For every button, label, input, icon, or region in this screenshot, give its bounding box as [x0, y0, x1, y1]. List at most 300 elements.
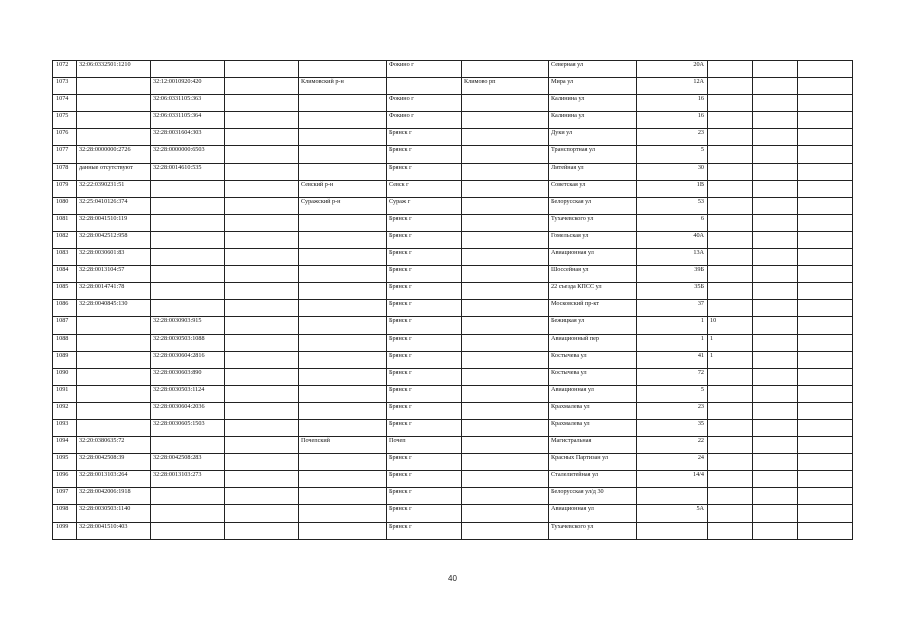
extra-cell	[798, 419, 853, 436]
cadastral-number-alt-cell	[151, 283, 225, 300]
city-cell: Брянск г	[387, 385, 462, 402]
district-cell	[299, 522, 387, 539]
row-number-cell: 1088	[53, 334, 77, 351]
empty-cell	[225, 61, 299, 78]
extra-cell	[753, 197, 798, 214]
extra-cell	[798, 266, 853, 283]
row-number-cell: 1077	[53, 146, 77, 163]
house-number-cell: 12А	[637, 78, 708, 95]
extra-cell	[798, 522, 853, 539]
settlement-cell	[462, 334, 549, 351]
house-number-cell: 20А	[637, 61, 708, 78]
empty-cell	[225, 368, 299, 385]
street-cell: Костычева ул	[549, 351, 637, 368]
apartment-cell	[708, 78, 753, 95]
cadastral-number-alt-cell: 32:06:0331105:363	[151, 95, 225, 112]
district-cell	[299, 488, 387, 505]
settlement-cell: Климово рп	[462, 78, 549, 95]
cadastral-number-cell: 32:28:0013104:57	[77, 266, 151, 283]
table-row	[53, 300, 853, 317]
street-cell: Московский пр-кт	[549, 300, 637, 317]
empty-cell	[225, 334, 299, 351]
extra-cell	[798, 231, 853, 248]
street-cell: Калинина ул	[549, 95, 637, 112]
settlement-cell	[462, 231, 549, 248]
table-row	[53, 231, 853, 248]
extra-cell	[753, 129, 798, 146]
table-row	[53, 454, 853, 471]
city-cell: Брянск г	[387, 266, 462, 283]
house-number-cell: 72	[637, 368, 708, 385]
empty-cell	[225, 488, 299, 505]
table-row	[53, 419, 853, 436]
cadastral-number-cell: 32:28:0042508:39	[77, 454, 151, 471]
cadastral-number-alt-cell	[151, 522, 225, 539]
extra-cell	[753, 488, 798, 505]
apartment-cell	[708, 197, 753, 214]
table-row	[53, 283, 853, 300]
extra-cell	[798, 214, 853, 231]
house-number-cell: 1	[637, 334, 708, 351]
city-cell: Брянск г	[387, 505, 462, 522]
street-cell: Шоссейная ул	[549, 266, 637, 283]
settlement-cell	[462, 402, 549, 419]
extra-cell	[798, 317, 853, 334]
house-number-cell: 13А	[637, 249, 708, 266]
cadastral-number-cell: 32:28:0000000:2726	[77, 146, 151, 163]
table-row	[53, 214, 853, 231]
apartment-cell	[708, 402, 753, 419]
district-cell: Почепский	[299, 437, 387, 454]
city-cell: Брянск г	[387, 146, 462, 163]
row-number-cell: 1076	[53, 129, 77, 146]
city-cell: Брянск г	[387, 351, 462, 368]
cadastral-number-cell: 32:28:0030601:83	[77, 249, 151, 266]
cadastral-number-alt-cell	[151, 300, 225, 317]
district-cell	[299, 419, 387, 436]
settlement-cell	[462, 351, 549, 368]
table-row	[53, 437, 853, 454]
extra-cell	[798, 61, 853, 78]
extra-cell	[753, 385, 798, 402]
district-cell	[299, 266, 387, 283]
cadastral-number-alt-cell: 32:28:0030503:1124	[151, 385, 225, 402]
cadastral-number-cell	[77, 351, 151, 368]
street-cell: Сталелитейная ул	[549, 471, 637, 488]
settlement-cell	[462, 266, 549, 283]
house-number-cell: 35Б	[637, 283, 708, 300]
cadastral-number-cell: 32:28:0041510:403	[77, 522, 151, 539]
table-row	[53, 351, 853, 368]
row-number-cell: 1081	[53, 214, 77, 231]
house-number-cell	[637, 522, 708, 539]
cadastral-number-alt-cell: 32:28:0030903:915	[151, 317, 225, 334]
extra-cell	[753, 78, 798, 95]
extra-cell	[753, 437, 798, 454]
street-cell: Дуки ул	[549, 129, 637, 146]
city-cell: Фокино г	[387, 61, 462, 78]
extra-cell	[798, 488, 853, 505]
house-number-cell: 39Б	[637, 266, 708, 283]
cadastral-number-cell: 32:28:0041510:119	[77, 214, 151, 231]
cadastral-number-alt-cell: 32:28:0014610:535	[151, 163, 225, 180]
extra-cell	[753, 146, 798, 163]
row-number-cell: 1075	[53, 112, 77, 129]
cadastral-number-alt-cell	[151, 505, 225, 522]
empty-cell	[225, 471, 299, 488]
settlement-cell	[462, 522, 549, 539]
city-cell: Брянск г	[387, 249, 462, 266]
extra-cell	[753, 334, 798, 351]
settlement-cell	[462, 214, 549, 231]
house-number-cell: 22	[637, 437, 708, 454]
cadastral-number-alt-cell: 32:28:0030605:1503	[151, 419, 225, 436]
table-row	[53, 249, 853, 266]
street-cell: Тухачевского ул	[549, 522, 637, 539]
row-number-cell: 1079	[53, 180, 77, 197]
cadastral-number-alt-cell: 32:28:0030503:1088	[151, 334, 225, 351]
apartment-cell	[708, 488, 753, 505]
empty-cell	[225, 522, 299, 539]
cadastral-number-cell: 32:28:0042006:1918	[77, 488, 151, 505]
settlement-cell	[462, 385, 549, 402]
empty-cell	[225, 180, 299, 197]
row-number-cell: 1097	[53, 488, 77, 505]
cadastral-number-alt-cell: 32:28:0030604:2036	[151, 402, 225, 419]
settlement-cell	[462, 163, 549, 180]
street-cell: Авиационная ул	[549, 249, 637, 266]
row-number-cell: 1080	[53, 197, 77, 214]
empty-cell	[225, 300, 299, 317]
apartment-cell	[708, 180, 753, 197]
house-number-cell: 40А	[637, 231, 708, 248]
settlement-cell	[462, 283, 549, 300]
apartment-cell	[708, 214, 753, 231]
row-number-cell: 1096	[53, 471, 77, 488]
cadastral-number-cell	[77, 95, 151, 112]
extra-cell	[753, 112, 798, 129]
cadastral-number-cell: 32:28:0040845:130	[77, 300, 151, 317]
city-cell: Фокино г	[387, 112, 462, 129]
empty-cell	[225, 231, 299, 248]
empty-cell	[225, 197, 299, 214]
apartment-cell	[708, 522, 753, 539]
house-number-cell: 24	[637, 454, 708, 471]
settlement-cell	[462, 197, 549, 214]
city-cell: Брянск г	[387, 419, 462, 436]
cadastral-number-cell: 32:28:0013103:264	[77, 471, 151, 488]
house-number-cell: 53	[637, 197, 708, 214]
extra-cell	[753, 368, 798, 385]
street-cell: Крахмалева ул	[549, 402, 637, 419]
empty-cell	[225, 437, 299, 454]
settlement-cell	[462, 488, 549, 505]
extra-cell	[798, 180, 853, 197]
extra-cell	[798, 78, 853, 95]
apartment-cell	[708, 266, 753, 283]
apartment-cell	[708, 437, 753, 454]
empty-cell	[225, 402, 299, 419]
cadastral-number-cell	[77, 129, 151, 146]
extra-cell	[753, 454, 798, 471]
settlement-cell	[462, 505, 549, 522]
street-cell: Крахмалева ул	[549, 419, 637, 436]
settlement-cell	[462, 368, 549, 385]
cadastral-number-cell: данные отсутствуют	[77, 163, 151, 180]
house-number-cell: 16	[637, 95, 708, 112]
row-number-cell: 1082	[53, 231, 77, 248]
row-number-cell: 1090	[53, 368, 77, 385]
row-number-cell: 1085	[53, 283, 77, 300]
street-cell: Литейная ул	[549, 163, 637, 180]
district-cell	[299, 454, 387, 471]
empty-cell	[225, 249, 299, 266]
house-number-cell: 1В	[637, 180, 708, 197]
settlement-cell	[462, 300, 549, 317]
cadastral-number-alt-cell: 32:06:0331105:364	[151, 112, 225, 129]
apartment-cell	[708, 368, 753, 385]
district-cell	[299, 368, 387, 385]
district-cell	[299, 95, 387, 112]
cadastral-number-alt-cell	[151, 214, 225, 231]
city-cell	[387, 78, 462, 95]
table-row	[53, 78, 853, 95]
empty-cell	[225, 454, 299, 471]
table-row	[53, 61, 853, 78]
row-number-cell: 1084	[53, 266, 77, 283]
district-cell: Севский р-н	[299, 180, 387, 197]
house-number-cell	[637, 488, 708, 505]
street-cell: Магистральная	[549, 437, 637, 454]
house-number-cell: 5	[637, 385, 708, 402]
cadastral-number-cell	[77, 402, 151, 419]
district-cell	[299, 283, 387, 300]
cadastral-number-alt-cell	[151, 231, 225, 248]
extra-cell	[753, 522, 798, 539]
city-cell: Сураж г	[387, 197, 462, 214]
cadastral-number-cell: 32:22:0390231:51	[77, 180, 151, 197]
house-number-cell: 35	[637, 419, 708, 436]
city-cell: Брянск г	[387, 334, 462, 351]
row-number-cell: 1098	[53, 505, 77, 522]
extra-cell	[798, 249, 853, 266]
cadastral-number-cell	[77, 317, 151, 334]
district-cell: Климовский р-н	[299, 78, 387, 95]
city-cell: Брянск г	[387, 368, 462, 385]
table-row	[53, 197, 853, 214]
table-row	[53, 334, 853, 351]
row-number-cell: 1087	[53, 317, 77, 334]
apartment-cell	[708, 112, 753, 129]
cadastral-number-alt-cell	[151, 437, 225, 454]
registry-table-body	[53, 61, 853, 540]
apartment-cell	[708, 283, 753, 300]
extra-cell	[798, 471, 853, 488]
extra-cell	[798, 163, 853, 180]
cadastral-number-cell	[77, 112, 151, 129]
apartment-cell: 1	[708, 351, 753, 368]
street-cell: Транспортная ул	[549, 146, 637, 163]
district-cell	[299, 351, 387, 368]
extra-cell	[753, 231, 798, 248]
city-cell: Брянск г	[387, 283, 462, 300]
apartment-cell	[708, 163, 753, 180]
row-number-cell: 1099	[53, 522, 77, 539]
extra-cell	[753, 471, 798, 488]
city-cell: Севск г	[387, 180, 462, 197]
city-cell: Брянск г	[387, 522, 462, 539]
cadastral-number-alt-cell	[151, 249, 225, 266]
apartment-cell: 10	[708, 317, 753, 334]
table-row	[53, 95, 853, 112]
city-cell: Брянск г	[387, 471, 462, 488]
house-number-cell: 23	[637, 129, 708, 146]
settlement-cell	[462, 129, 549, 146]
table-row	[53, 522, 853, 539]
empty-cell	[225, 283, 299, 300]
street-cell: Костычева ул	[549, 368, 637, 385]
apartment-cell: 1	[708, 334, 753, 351]
cadastral-number-cell	[77, 385, 151, 402]
extra-cell	[798, 146, 853, 163]
extra-cell	[753, 249, 798, 266]
table-row	[53, 488, 853, 505]
district-cell	[299, 214, 387, 231]
cadastral-number-alt-cell	[151, 197, 225, 214]
apartment-cell	[708, 419, 753, 436]
city-cell: Брянск г	[387, 300, 462, 317]
street-cell: Белорусская ул/д 30	[549, 488, 637, 505]
street-cell: Северная ул	[549, 61, 637, 78]
table-row	[53, 402, 853, 419]
extra-cell	[753, 214, 798, 231]
cadastral-number-alt-cell: 32:28:0030604:2816	[151, 351, 225, 368]
cadastral-number-alt-cell: 32:28:0042508:283	[151, 454, 225, 471]
district-cell	[299, 300, 387, 317]
empty-cell	[225, 266, 299, 283]
district-cell	[299, 129, 387, 146]
street-cell: 22 съезда КПСС ул	[549, 283, 637, 300]
street-cell: Гомельская ул	[549, 231, 637, 248]
extra-cell	[753, 351, 798, 368]
cadastral-number-alt-cell	[151, 266, 225, 283]
settlement-cell	[462, 419, 549, 436]
city-cell: Брянск г	[387, 488, 462, 505]
city-cell: Брянск г	[387, 454, 462, 471]
city-cell: Брянск г	[387, 129, 462, 146]
row-number-cell: 1078	[53, 163, 77, 180]
street-cell: Тухачевского ул	[549, 214, 637, 231]
settlement-cell	[462, 61, 549, 78]
city-cell: Брянск г	[387, 231, 462, 248]
cadastral-number-cell	[77, 334, 151, 351]
street-cell: Авиационная ул	[549, 505, 637, 522]
table-row	[53, 266, 853, 283]
extra-cell	[753, 61, 798, 78]
settlement-cell	[462, 471, 549, 488]
house-number-cell: 37	[637, 300, 708, 317]
extra-cell	[798, 351, 853, 368]
district-cell	[299, 249, 387, 266]
extra-cell	[753, 317, 798, 334]
extra-cell	[753, 266, 798, 283]
row-number-cell: 1086	[53, 300, 77, 317]
extra-cell	[798, 197, 853, 214]
extra-cell	[798, 385, 853, 402]
settlement-cell	[462, 437, 549, 454]
cadastral-number-alt-cell: 32:12:0010920:420	[151, 78, 225, 95]
row-number-cell: 1089	[53, 351, 77, 368]
row-number-cell: 1091	[53, 385, 77, 402]
extra-cell	[798, 283, 853, 300]
cadastral-number-cell	[77, 368, 151, 385]
district-cell	[299, 112, 387, 129]
city-cell: Почеп	[387, 437, 462, 454]
city-cell: Брянск г	[387, 163, 462, 180]
extra-cell	[753, 180, 798, 197]
row-number-cell: 1073	[53, 78, 77, 95]
house-number-cell: 30	[637, 163, 708, 180]
table-row	[53, 505, 853, 522]
street-cell: Советская ул	[549, 180, 637, 197]
settlement-cell	[462, 146, 549, 163]
empty-cell	[225, 385, 299, 402]
cadastral-number-cell	[77, 78, 151, 95]
table-row	[53, 129, 853, 146]
street-cell: Авиационный пер	[549, 334, 637, 351]
empty-cell	[225, 129, 299, 146]
cadastral-number-alt-cell	[151, 180, 225, 197]
extra-cell	[753, 95, 798, 112]
house-number-cell: 5	[637, 146, 708, 163]
settlement-cell	[462, 317, 549, 334]
house-number-cell: 6	[637, 214, 708, 231]
row-number-cell: 1093	[53, 419, 77, 436]
row-number-cell: 1092	[53, 402, 77, 419]
cadastral-number-alt-cell: 32:28:0030603:890	[151, 368, 225, 385]
city-cell: Брянск г	[387, 317, 462, 334]
row-number-cell: 1074	[53, 95, 77, 112]
table-row	[53, 385, 853, 402]
district-cell	[299, 317, 387, 334]
cadastral-number-cell: 32:06:0332501:1210	[77, 61, 151, 78]
extra-cell	[798, 300, 853, 317]
cadastral-number-cell: 32:28:0042512:958	[77, 231, 151, 248]
table-row	[53, 368, 853, 385]
extra-cell	[753, 505, 798, 522]
apartment-cell	[708, 146, 753, 163]
cadastral-number-alt-cell: 32:28:0013103:273	[151, 471, 225, 488]
empty-cell	[225, 112, 299, 129]
cadastral-number-cell: 32:20:0380635:72	[77, 437, 151, 454]
apartment-cell	[708, 231, 753, 248]
page-number: 40	[448, 574, 457, 583]
extra-cell	[798, 505, 853, 522]
extra-cell	[798, 95, 853, 112]
extra-cell	[798, 112, 853, 129]
street-cell: Красных Партизан ул	[549, 454, 637, 471]
row-number-cell: 1083	[53, 249, 77, 266]
empty-cell	[225, 351, 299, 368]
table-row	[53, 112, 853, 129]
extra-cell	[798, 437, 853, 454]
street-cell: Авиационная ул	[549, 385, 637, 402]
empty-cell	[225, 419, 299, 436]
registry-table	[52, 60, 853, 540]
cadastral-number-cell	[77, 419, 151, 436]
cadastral-number-alt-cell	[151, 61, 225, 78]
street-cell: Калинина ул	[549, 112, 637, 129]
